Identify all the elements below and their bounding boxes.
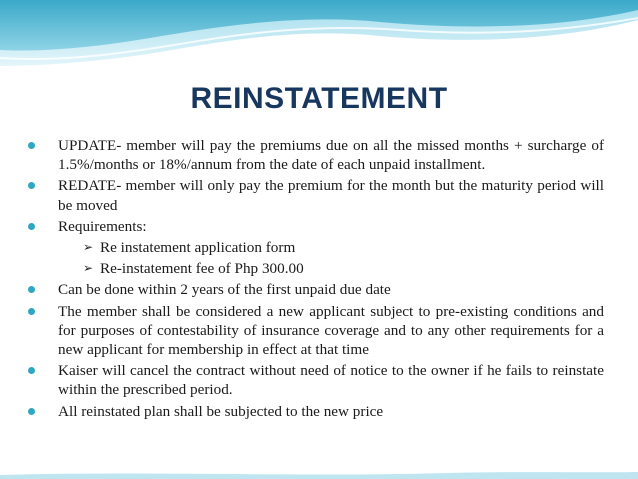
list-item-text: UPDATE- member will pay the premiums due on all the missed months + surcharge of 1.5%/months or 18%/annum from the date of each unpaid installment. [58,137,604,174]
sub-list-item-text: Re-instatement fee of Php 300.00 [100,260,304,278]
round-bullet-icon [28,142,35,149]
round-bullet-icon [28,408,35,415]
sub-list-item [24,238,604,257]
footer-wave-decoration [0,469,638,479]
arrow-bullet-icon: ➢ [83,261,94,276]
list-item-text: Requirements: [58,217,147,235]
round-bullet-icon [28,286,35,293]
list-item-text: All reinstated plan shall be subjected to the new price [58,402,384,420]
sub-list-item-text: Re instatement application form [100,239,296,257]
list-item [24,361,604,399]
bullet-list [24,136,604,423]
list-item-text: REDATE- member will only pay the premium for the month but the maturity period will be moved [58,177,604,214]
list-item [24,402,604,421]
round-bullet-icon [28,367,35,374]
list-item [24,176,604,214]
list-item-text: Kaiser will cancel the contract without need of notice to the owner if he fails to reinstate within the prescribed period. [58,362,604,399]
arrow-bullet-icon: ➢ [83,240,94,255]
slide-title: REINSTATEMENT [190,82,448,115]
sub-list-item [24,259,604,278]
round-bullet-icon [28,223,35,230]
list-item [24,302,604,360]
list-item [24,136,604,174]
list-item-text: Can be done within 2 years of the first unpaid due date [58,281,391,299]
round-bullet-icon [28,182,35,189]
list-item [24,217,604,236]
round-bullet-icon [28,308,35,315]
list-item [24,280,604,299]
header-wave-decoration [0,0,638,80]
list-item-text: The member shall be considered a new applicant subject to pre-existing conditions and for purposes of contestability of insurance coverage and to any other requirements for a new applicant for membership in effect at that time [58,302,604,359]
